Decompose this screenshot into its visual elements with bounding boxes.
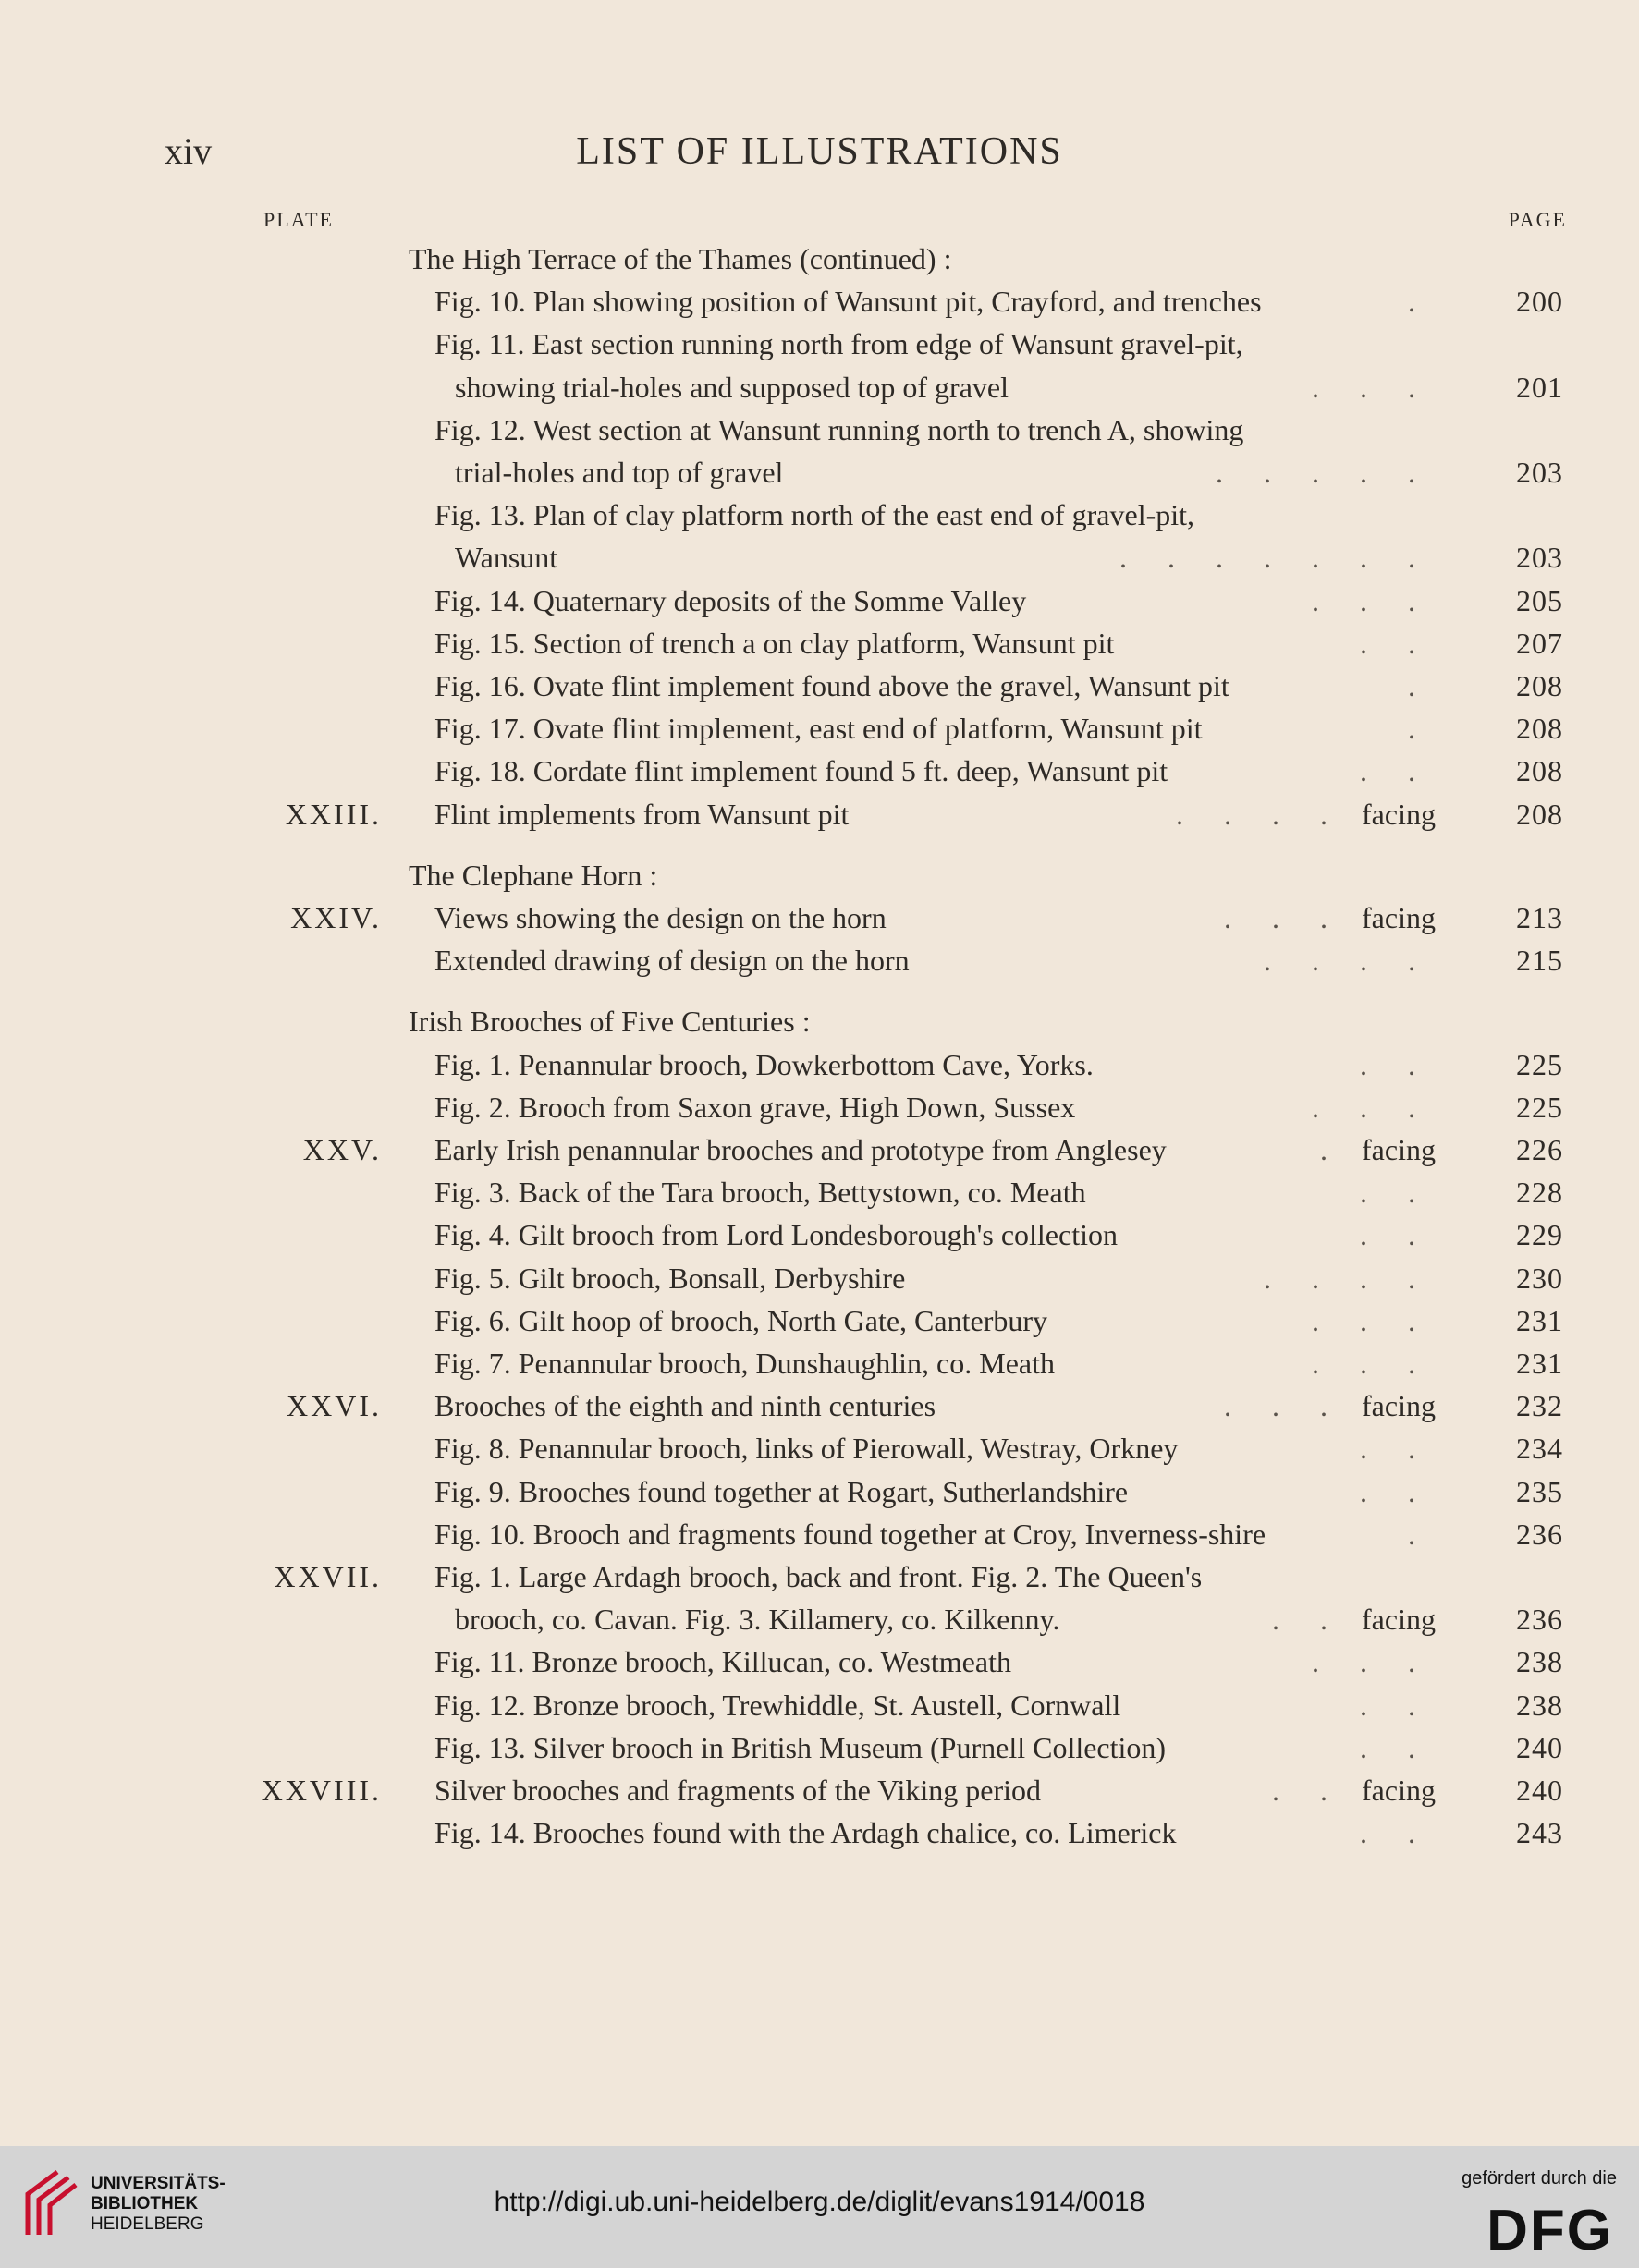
page-reference: 207 [1516, 627, 1563, 660]
page-reference: 225 [1516, 1048, 1563, 1081]
illustration-caption: Brooches of the eighth and ninth centuries [434, 1389, 936, 1422]
plate-number: XXV. [302, 1133, 382, 1166]
illustration-caption: Fig. 11. East section running north from edge of Wansunt gravel-pit, [434, 327, 1243, 360]
illustration-caption: trial-holes and top of gravel [455, 456, 784, 489]
list-item [0, 1048, 1639, 1089]
page-reference: 240 [1516, 1774, 1563, 1807]
leader-dots: . . [1360, 1731, 1432, 1764]
list-item [0, 1774, 1639, 1814]
illustration-caption: Fig. 4. Gilt brooch from Lord Londesborough's collection [434, 1218, 1118, 1251]
list-item [0, 541, 1639, 581]
page-reference: 231 [1516, 1304, 1563, 1337]
page-reference: 203 [1516, 456, 1563, 489]
leader-dots: . . . [1224, 901, 1344, 934]
illustration-caption: Fig. 14. Quaternary deposits of the Somme Valley [434, 584, 1027, 617]
illustration-caption: Fig. 10. Brooch and fragments found together at Croy, Inverness-shire [434, 1518, 1266, 1551]
list-item [0, 901, 1639, 942]
leader-dots: . [1408, 1518, 1432, 1551]
leader-dots: . . . . [1264, 944, 1432, 977]
list-item [0, 1091, 1639, 1131]
list-item [0, 498, 1639, 539]
illustration-caption: Wansunt [455, 541, 558, 574]
plate-number: XXIV. [290, 901, 382, 934]
illustration-caption: Fig. 10. Plan showing position of Wansunt pit, Crayford, and trenches [434, 285, 1262, 318]
leader-dots: . . [1272, 1774, 1344, 1807]
illustration-caption: Flint implements from Wansunt pit [434, 798, 850, 831]
footer-bar [0, 2146, 1639, 2268]
page-reference: 235 [1516, 1475, 1563, 1508]
facing-label: facing [1362, 1389, 1436, 1422]
illustration-caption: Fig. 14. Brooches found with the Ardagh chalice, co. Limerick [434, 1816, 1177, 1849]
library-name-line: HEIDELBERG [91, 2214, 204, 2234]
list-item [0, 584, 1639, 625]
illustration-caption: showing trial-holes and supposed top of gravel [455, 371, 1009, 404]
leader-dots: . . [1360, 1218, 1432, 1251]
list-item [0, 371, 1639, 411]
leader-dots: . . . . [1176, 798, 1344, 831]
list-item [0, 1689, 1639, 1729]
section-heading: The High Terrace of the Thames (continued) : [409, 242, 952, 275]
illustration-caption: brooch, co. Cavan. Fig. 3. Killamery, co. Kilkenny. [455, 1603, 1060, 1636]
illustration-caption: Fig. 1. Large Ardagh brooch, back and front. Fig. 2. The Queen's [434, 1560, 1203, 1593]
list-item [0, 1005, 1639, 1045]
page-reference: 201 [1516, 371, 1563, 404]
page-column-heading: PAGE [1508, 208, 1567, 231]
list-item [0, 1560, 1639, 1601]
illustration-caption: Views showing the design on the horn [434, 901, 887, 934]
list-item [0, 944, 1639, 984]
page-reference: 229 [1516, 1218, 1563, 1251]
page-reference: 226 [1516, 1133, 1563, 1166]
page-reference: 234 [1516, 1432, 1563, 1465]
page-number: xiv [165, 130, 213, 172]
illustration-caption: Fig. 6. Gilt hoop of brooch, North Gate, Canterbury [434, 1304, 1047, 1337]
leader-dots: . . . [1224, 1389, 1344, 1422]
illustration-caption: Fig. 11. Bronze brooch, Killucan, co. Westmeath [434, 1645, 1011, 1678]
facing-label: facing [1362, 1774, 1436, 1807]
leader-dots: . . [1360, 1475, 1432, 1508]
list-item [0, 754, 1639, 795]
list-item [0, 1176, 1639, 1216]
permalink-url[interactable]: http://digi.ub.uni-heidelberg.de/diglit/evans1914/0018 [494, 2187, 1145, 2217]
illustration-caption: Fig. 2. Brooch from Saxon grave, High Down, Sussex [434, 1091, 1076, 1124]
illustration-caption: Fig. 9. Brooches found together at Rogart, Sutherlandshire [434, 1475, 1129, 1508]
funding-caption: gefördert durch die [1462, 2168, 1617, 2189]
illustration-caption: Fig. 5. Gilt brooch, Bonsall, Derbyshire [434, 1262, 906, 1295]
page-reference: 238 [1516, 1645, 1563, 1678]
leader-dots: . . . . [1264, 1262, 1432, 1295]
page-reference: 236 [1516, 1518, 1563, 1551]
library-name-line: UNIVERSITÄTS- [91, 2174, 226, 2193]
page-reference: 208 [1516, 669, 1563, 702]
list-item [0, 669, 1639, 710]
list-item [0, 859, 1639, 899]
list-item [0, 1304, 1639, 1345]
leader-dots: . . [1360, 627, 1432, 660]
page-reference: 240 [1516, 1731, 1563, 1764]
illustration-caption: Extended drawing of design on the horn [434, 944, 910, 977]
facing-label: facing [1362, 798, 1436, 831]
list-item [0, 1816, 1639, 1857]
list-item [0, 798, 1639, 838]
page-reference: 205 [1516, 584, 1563, 617]
illustration-caption: Fig. 1. Penannular brooch, Dowkerbottom Cave, Yorks. [434, 1048, 1094, 1081]
page-reference: 238 [1516, 1689, 1563, 1722]
section-heading: The Clephane Horn : [409, 859, 658, 892]
page-reference: 232 [1516, 1389, 1563, 1422]
list-item [0, 1432, 1639, 1472]
facing-label: facing [1362, 1603, 1436, 1636]
list-item [0, 1731, 1639, 1772]
page-reference: 228 [1516, 1176, 1563, 1209]
facing-label: facing [1362, 1133, 1436, 1166]
dfg-logo: DFG [1486, 2199, 1613, 2262]
page-reference: 243 [1516, 1816, 1563, 1849]
page-reference: 200 [1516, 285, 1563, 318]
list-item [0, 1133, 1639, 1174]
illustration-caption: Fig. 16. Ovate flint implement found above the gravel, Wansunt pit [434, 669, 1229, 702]
leader-dots: . [1408, 285, 1432, 318]
illustration-caption: Fig. 15. Section of trench a on clay platform, Wansunt pit [434, 627, 1115, 660]
leader-dots: . . [1272, 1603, 1344, 1636]
page-reference: 231 [1516, 1347, 1563, 1380]
leader-dots: . [1408, 712, 1432, 745]
illustration-caption: Fig. 3. Back of the Tara brooch, Bettystown, co. Meath [434, 1176, 1086, 1209]
list-item [0, 712, 1639, 752]
illustration-caption: Fig. 12. West section at Wansunt running north to trench A, showing [434, 413, 1244, 446]
list-item [0, 413, 1639, 454]
plate-number: XXVII. [274, 1560, 382, 1593]
illustration-caption: Fig. 8. Penannular brooch, links of Pierowall, Westray, Orkney [434, 1432, 1179, 1465]
leader-dots: . . [1360, 1176, 1432, 1209]
list-item [0, 627, 1639, 667]
page-reference: 215 [1516, 944, 1563, 977]
library-name-line: BIBLIOTHEK [91, 2194, 199, 2213]
list-item [0, 1645, 1639, 1686]
plate-number: XXIII. [285, 798, 382, 831]
page-reference: 208 [1516, 754, 1563, 787]
page-reference: 203 [1516, 541, 1563, 574]
leader-dots: . [1320, 1133, 1344, 1166]
section-heading: Irish Brooches of Five Centuries : [409, 1005, 811, 1038]
page-reference: 208 [1516, 798, 1563, 831]
illustration-caption: Fig. 12. Bronze brooch, Trewhiddle, St. Austell, Cornwall [434, 1689, 1121, 1722]
list-item [0, 285, 1639, 325]
page-reference: 230 [1516, 1262, 1563, 1295]
page-reference: 213 [1516, 901, 1563, 934]
illustration-caption: Fig. 13. Plan of clay platform north of the east end of gravel-pit, [434, 498, 1195, 531]
leader-dots: . . [1360, 1689, 1432, 1722]
leader-dots: . . [1360, 754, 1432, 787]
illustration-caption: Fig. 13. Silver brooch in British Museum (Purnell Collection) [434, 1731, 1167, 1764]
list-item [0, 1475, 1639, 1516]
illustration-caption: Silver brooches and fragments of the Viking period [434, 1774, 1041, 1807]
leader-dots: . . . [1312, 371, 1432, 404]
illustration-caption: Fig. 17. Ovate flint implement, east end of platform, Wansunt pit [434, 712, 1203, 745]
leader-dots: . . [1360, 1048, 1432, 1081]
illustration-caption: Early Irish penannular brooches and prototype from Anglesey [434, 1133, 1167, 1166]
page-title: LIST OF ILLUSTRATIONS [576, 130, 1063, 173]
plate-number: XXVI. [287, 1389, 382, 1422]
illustration-caption: Fig. 7. Penannular brooch, Dunshaughlin, co. Meath [434, 1347, 1055, 1380]
leader-dots: . . [1360, 1432, 1432, 1465]
leader-dots: . . . . . . . [1119, 541, 1432, 574]
leader-dots: . . . . . [1216, 456, 1432, 489]
leader-dots: . . . [1312, 1091, 1432, 1124]
leader-dots: . . . [1312, 1304, 1432, 1337]
list-item [0, 327, 1639, 368]
plate-column-heading: PLATE [263, 208, 334, 231]
plate-number: XXVIII. [261, 1774, 382, 1807]
facing-label: facing [1362, 901, 1436, 934]
list-item [0, 1262, 1639, 1302]
leader-dots: . . . [1312, 1347, 1432, 1380]
leader-dots: . [1408, 669, 1432, 702]
page-reference: 236 [1516, 1603, 1563, 1636]
list-item [0, 1218, 1639, 1259]
leader-dots: . . . [1312, 584, 1432, 617]
page-reference: 208 [1516, 712, 1563, 745]
illustration-caption: Fig. 18. Cordate flint implement found 5 ft. deep, Wansunt pit [434, 754, 1168, 787]
page-reference: 225 [1516, 1091, 1563, 1124]
list-item [0, 456, 1639, 496]
list-item [0, 1518, 1639, 1558]
list-item [0, 1347, 1639, 1387]
list-item [0, 1389, 1639, 1430]
list-item [0, 1603, 1639, 1643]
list-item [0, 242, 1639, 283]
leader-dots: . . . [1312, 1645, 1432, 1678]
leader-dots: . . [1360, 1816, 1432, 1849]
